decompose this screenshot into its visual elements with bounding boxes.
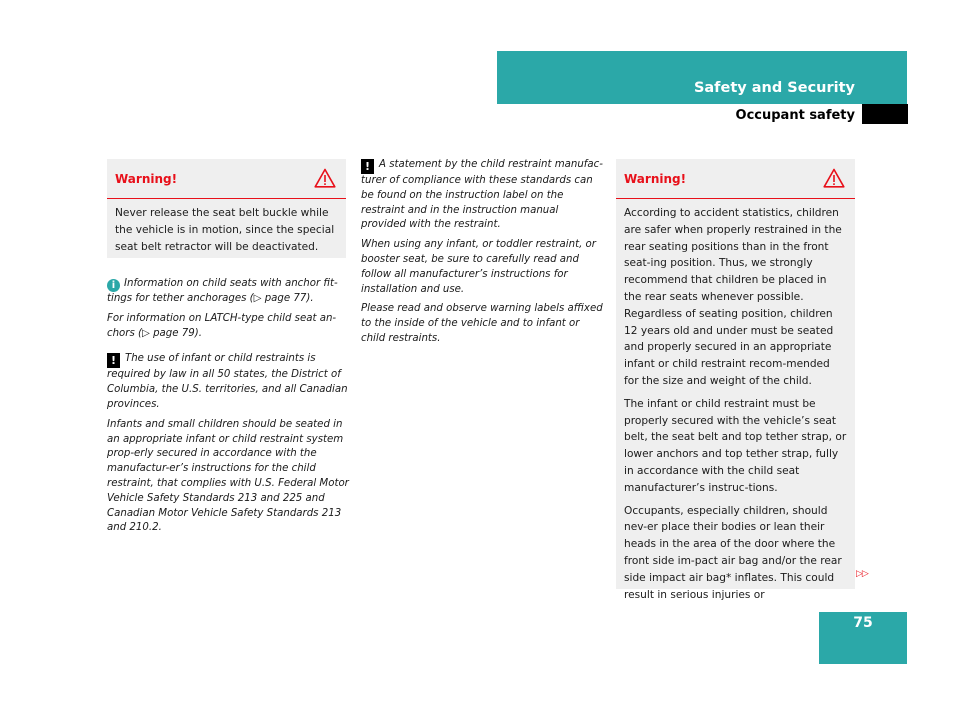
section-tab-marker bbox=[862, 104, 908, 124]
page-number-box bbox=[819, 612, 907, 664]
warning-text-securing: The infant or child restraint must be properly secured with the vehicle’s seat belt, the seat belt and top tether strap, or lower anchors and top tether strap, fully in accordance with the child seat manufacturer’s instruc-tions. bbox=[624, 397, 847, 494]
warning-label: Warning! bbox=[624, 172, 687, 186]
subsection-title: Occupant safety bbox=[735, 108, 855, 123]
info-icon: i bbox=[107, 279, 120, 292]
warning-text-airbag: Occupants, especially children, should nev-er place their bodies or lean their heads in the area of the door where the front side im-pact air bag and/or the rear side impact air bag* inflates. This could result in serious injuries or bbox=[624, 504, 842, 601]
middle-column bbox=[361, 158, 603, 352]
warning-header bbox=[107, 159, 346, 199]
warning-label: Warning! bbox=[115, 172, 178, 186]
continue-arrow-icon: ▷▷ bbox=[856, 568, 868, 578]
labels-paragraph: Please read and observe warning labels affixed to the inside of the vehicle and to infant or child restraints. bbox=[361, 303, 603, 344]
note-text: The use of infant or child restraints is required by law in all 50 states, the District of Columbia, the U.S. territories, and all Canadian provinces. bbox=[107, 353, 348, 410]
warning-text-statistics: According to accident statistics, children are safer when properly restrained in the rear seating positions than in the front seat-ing position. Thus, we strongly recommend that children be placed in the rear seats whenever possible. Regardless of seating position, children 12 years old and under must be seated and properly secured in an appropriate infant or child restraint recom-mended for the size and weight of the child. bbox=[624, 207, 842, 387]
statement-text: A statement by the child restraint manufac-turer of compliance with these standards can be found on the instruction label on the restraint and in the instruction manual provided with the restraint. bbox=[361, 159, 603, 231]
warning-triangle-icon bbox=[823, 168, 845, 188]
instructions-paragraph: When using any infant, or toddler restraint, or booster seat, be sure to carefully read and follow all manufacturer’s instructions for installation and use. bbox=[361, 239, 596, 295]
page-number: 75 bbox=[853, 615, 873, 631]
warning-header bbox=[616, 159, 855, 199]
exclamation-icon: ! bbox=[107, 353, 120, 368]
note-paragraph-infants: Infants and small children should be seated in an appropriate infant or child restraint system prop-erly secured in accordance with the manufactur-er’s instructions for the child restraint, that complies with U.S. Federal Motor Vehicle Safety Standards 213 and 225 and Canadian Motor Vehicle Safety Standards 213 and 210.2. bbox=[107, 418, 349, 534]
exclamation-icon: ! bbox=[361, 159, 374, 174]
warning-box-right bbox=[616, 159, 855, 601]
left-column bbox=[107, 277, 349, 541]
warning-triangle-icon bbox=[314, 168, 336, 188]
warning-body bbox=[107, 199, 346, 267]
info-paragraph bbox=[107, 277, 349, 307]
warning-text: Never release the seat belt buckle while the vehicle is in motion, since the special seat belt retractor will be deactivated. bbox=[115, 207, 335, 253]
info-text: Information on child seats with anchor fit-tings for tether anchorages (▷ page 77). bbox=[107, 278, 338, 304]
warning-box-left bbox=[107, 159, 346, 258]
note-paragraph bbox=[107, 352, 349, 412]
note-paragraph-statement bbox=[361, 158, 603, 233]
info-paragraph-latch: For information on LATCH-type child seat an-chors (▷ page 79). bbox=[107, 312, 337, 339]
warning-body bbox=[616, 199, 855, 615]
header-band bbox=[497, 51, 907, 104]
section-title: Safety and Security bbox=[693, 80, 855, 96]
